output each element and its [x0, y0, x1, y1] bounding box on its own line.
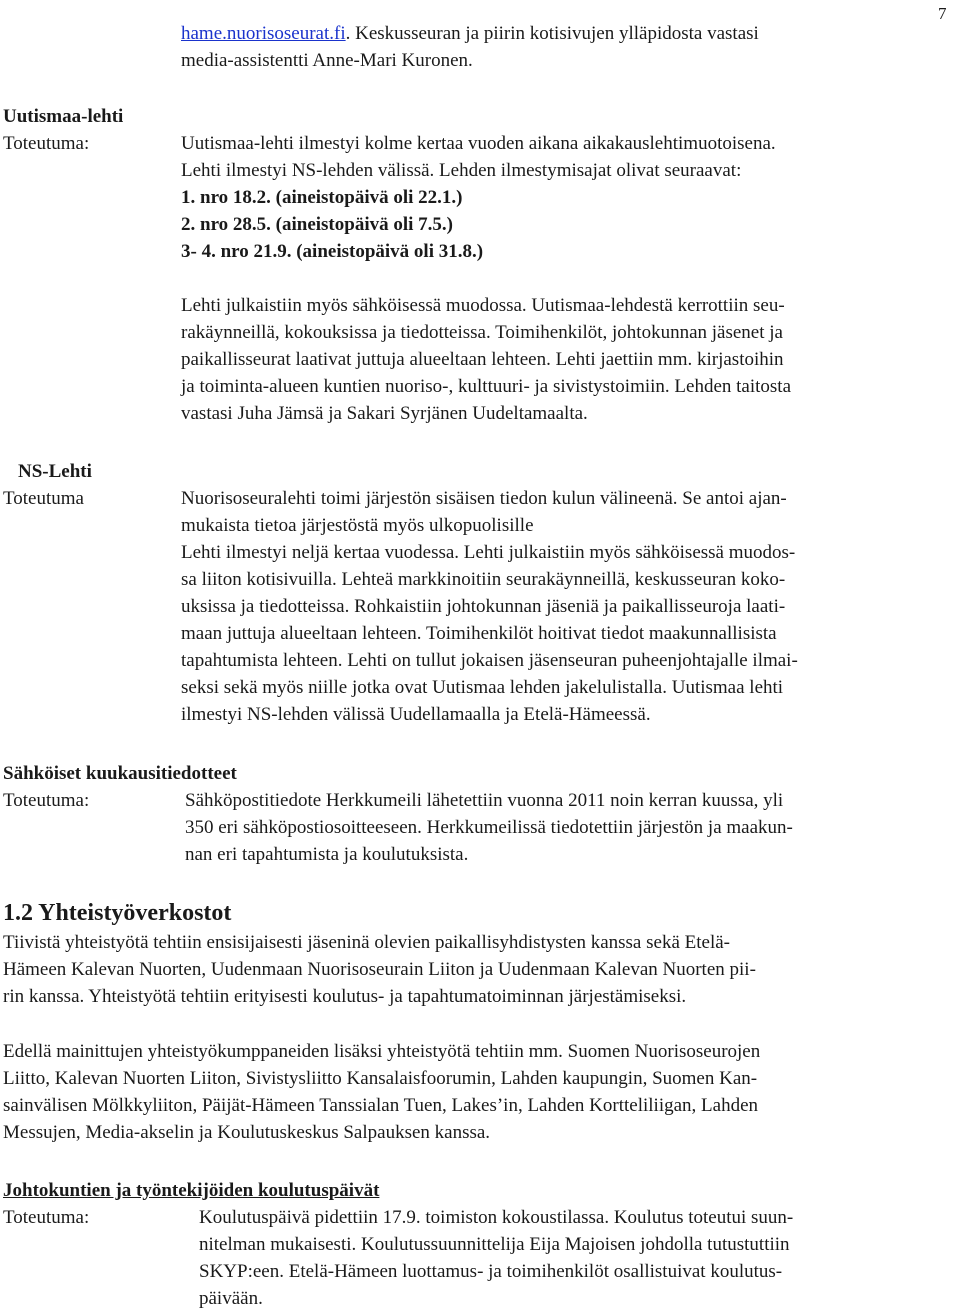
- sahkoiset-line: Sähköpostitiedote Herkkumeili lähetettiin vuonna 2011 noin kerran kuussa, yli: [185, 790, 784, 811]
- nslehti-line: mukaista tietoa järjestöstä myös ulkopuolisille: [181, 515, 534, 536]
- sahkoiset-line: nan eri tapahtumista ja koulutuksista.: [185, 844, 469, 865]
- intro-line-2: media-assistentti Anne-Mari Kuronen.: [181, 50, 473, 71]
- johtokunnat-line: nitelman mukaisesti. Koulutussuunnittelija Eija Majoisen johdolla tutustuttiin: [199, 1234, 790, 1255]
- uutismaa-line: rakäynneillä, kokouksissa ja tiedotteissa. Toimihenkilöt, johtokunnan jäsenet ja: [181, 322, 783, 343]
- johtokunnat-line: päivään.: [199, 1288, 263, 1309]
- uutismaa-line: paikallisseurat laativat juttuja alueeltaan lehteen. Lehti jaettiin mm. kirjastoihin: [181, 349, 784, 370]
- nslehti-line: tapahtumista lehteen. Lehti on tullut jokaisen jäsenseuran puheenjohtajalle ilmai-: [181, 650, 798, 671]
- page-number: 7: [938, 4, 947, 23]
- nslehti-line: sa liiton kotisivuilla. Lehteä markkinoitiin seurakäynneillä, keskusseuran koko-: [181, 569, 786, 590]
- sahkoiset-line: 350 eri sähköpostiosoitteeseen. Herkkumeilissä tiedotettiin järjestön ja maakun-: [185, 817, 793, 838]
- yhteistyo-para1-line: Hämeen Kalevan Nuorten, Uudenmaan Nuorisoseurain Liiton ja Uudenmaan Kalevan Nuorten pii-: [3, 959, 756, 980]
- uutismaa-issue: 3- 4. nro 21.9. (aineistopäivä oli 31.8.): [181, 241, 484, 262]
- nslehti-line: maan juttuja alueeltaan lehteen. Toimihenkilöt hoitivat tiedot maakunnallisista: [181, 623, 777, 644]
- nslehti-label: Toteutuma: [3, 488, 84, 509]
- johtokunnat-line: SKYP:een. Etelä-Hämeen luottamus- ja toimihenkilöt osallistuivat koulutus-: [199, 1261, 783, 1282]
- sahkoiset-heading: Sähköiset kuukausitiedotteet: [3, 763, 237, 784]
- uutismaa-heading: Uutismaa-lehti: [3, 106, 124, 127]
- yhteistyo-para1-line: rin kanssa. Yhteistyötä tehtiin erityisesti koulutus- ja tapahtumatoiminnan järjestämiseksi.: [3, 986, 687, 1007]
- nslehti-line: seksi sekä myös niille jotka ovat Uutismaa lehden jakelulistalla. Uutismaa lehti: [181, 677, 784, 698]
- uutismaa-issue: 1. nro 18.2. (aineistopäivä oli 22.1.): [181, 187, 463, 208]
- uutismaa-line: Uutismaa-lehti ilmestyi kolme kertaa vuoden aikana aikakauslehtimuotoisena.: [181, 133, 776, 154]
- johtokunnat-line: Koulutuspäivä pidettiin 17.9. toimiston kokoustilassa. Koulutus toteutui suun-: [199, 1207, 794, 1228]
- nslehti-line: Lehti ilmestyi neljä kertaa vuodessa. Lehti julkaistiin myös sähköisessä muodos-: [181, 542, 796, 563]
- johtokunnat-heading: Johtokuntien ja työntekijöiden koulutuspäivät: [3, 1180, 380, 1201]
- intro-text: . Keskusseuran ja piirin kotisivujen ylläpidosta vastasi: [345, 23, 759, 44]
- uutismaa-issue: 2. nro 28.5. (aineistopäivä oli 7.5.): [181, 214, 453, 235]
- yhteistyo-para2-line: Edellä mainittujen yhteistyökumppaneiden lisäksi yhteistyötä tehtiin mm. Suomen Nuorisoseurojen: [3, 1041, 761, 1062]
- nslehti-heading: NS-Lehti: [18, 461, 92, 482]
- yhteistyo-para2-line: sainvälisen Mölkkyliiton, Päijät-Hämeen Tanssialan Tuen, Lakes’in, Lahden Kortteliliigan, Lahden: [3, 1095, 758, 1116]
- yhteistyo-para2-line: Liitto, Kalevan Nuorten Liiton, Sivistysliitto Kansalaisfoorumin, Lahden kaupungin, Suomen Kan-: [3, 1068, 758, 1089]
- nslehti-line: ilmestyi NS-lehden välissä Uudellamaalla ja Etelä-Hämeessä.: [181, 704, 651, 725]
- uutismaa-line: Lehti ilmestyi NS-lehden välissä. Lehden ilmestymisajat olivat seuraavat:: [181, 160, 742, 181]
- intro-line-1: [181, 20, 759, 47]
- yhteistyo-para1-line: Tiivistä yhteistyötä tehtiin ensisijaisesti jäseninä olevien paikallisyhdistysten kanssa sekä Etelä-: [3, 932, 730, 953]
- nslehti-line: Nuorisoseuralehti toimi järjestön sisäisen tiedon kulun välineenä. Se antoi ajan-: [181, 488, 787, 509]
- uutismaa-label: Toteutuma:: [3, 133, 90, 154]
- uutismaa-line: vastasi Juha Jämsä ja Sakari Syrjänen Uudeltamaalta.: [181, 403, 588, 424]
- uutismaa-line: ja toiminta-alueen kuntien nuoriso-, kulttuuri- ja sivistystoimiin. Lehden taitosta: [181, 376, 792, 397]
- nslehti-line: uksissa ja tiedotteissa. Rohkaistiin johtokunnan jäseniä ja paikallisseuroja laati-: [181, 596, 786, 617]
- yhteistyo-para2-line: Messujen, Media-akselin ja Koulutuskeskus Salpauksen kanssa.: [3, 1122, 491, 1143]
- johtokunnat-label: Toteutuma:: [3, 1207, 90, 1228]
- website-link[interactable]: hame.nuorisoseurat.fi: [181, 23, 346, 44]
- sahkoiset-label: Toteutuma:: [3, 790, 90, 811]
- yhteistyo-heading: 1.2 Yhteistyöverkostot: [3, 900, 232, 926]
- uutismaa-line: Lehti julkaistiin myös sähköisessä muodossa. Uutismaa-lehdestä kerrottiin seu-: [181, 295, 785, 316]
